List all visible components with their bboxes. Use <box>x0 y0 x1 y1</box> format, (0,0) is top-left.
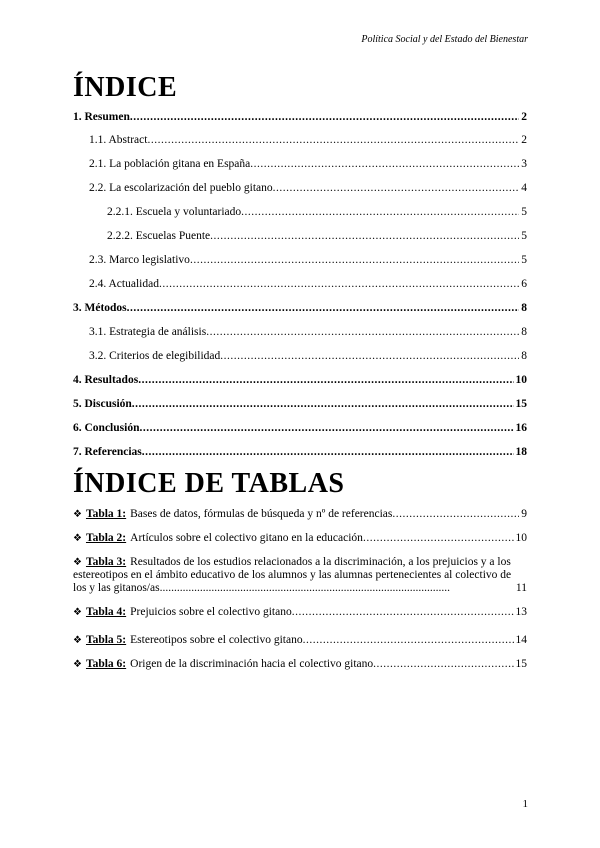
toc-entry-page: 5 <box>521 254 527 266</box>
toc-entry[interactable] <box>73 421 527 435</box>
toc-title: ÍNDICE <box>73 72 178 103</box>
diamond-bullet-icon: ❖ <box>73 533 82 544</box>
toc-entry-label: 2.2. La escolarización del pueblo gitano <box>89 182 273 194</box>
toc-entry[interactable] <box>73 325 527 339</box>
dot-leader <box>210 229 519 243</box>
diamond-bullet-icon: ❖ <box>73 557 82 568</box>
table-index-text: Origen de la discriminación hacia el colectivo gitano <box>130 658 374 670</box>
table-index-entry[interactable] <box>73 508 527 521</box>
toc-entry[interactable] <box>73 277 527 291</box>
toc-entry-page: 10 <box>515 374 527 386</box>
toc-entry[interactable] <box>73 181 527 195</box>
table-index-text: Prejuicios sobre el colectivo gitano <box>130 606 292 618</box>
dot-leader <box>373 658 513 671</box>
table-index-entry[interactable] <box>73 606 527 619</box>
toc-entry-label: 2.3. Marco legislativo <box>89 254 190 266</box>
toc-entry-label: 2.2.1. Escuela y voluntariado <box>107 206 242 218</box>
table-index-page: 9 <box>521 508 527 520</box>
dot-leader <box>273 181 520 195</box>
table-index-name: Tabla 2: <box>85 532 127 544</box>
diamond-bullet-icon: ❖ <box>73 659 82 670</box>
toc-entry-page: 2 <box>521 111 527 123</box>
toc-entry-label: 7. Referencias <box>73 446 142 458</box>
toc-entry[interactable] <box>73 253 527 267</box>
dot-leader <box>127 301 520 315</box>
table-index-entry[interactable] <box>73 556 527 595</box>
table-index-line <box>73 556 527 595</box>
toc-entry[interactable] <box>73 373 527 387</box>
running-header: Política Social y del Estado del Bienestar <box>361 34 528 45</box>
dot-leader <box>303 634 514 647</box>
dot-leader <box>142 445 514 459</box>
diamond-bullet-icon: ❖ <box>73 635 82 646</box>
table-index-text: Bases de datos, fórmulas de búsqueda y nº de referencias <box>130 508 393 520</box>
table-index-name: Tabla 6: <box>85 658 127 670</box>
dot-leader <box>132 397 514 411</box>
toc-entry[interactable] <box>73 229 527 243</box>
dot-leader <box>206 325 519 339</box>
dot-leader <box>292 606 514 619</box>
diamond-bullet-icon: ❖ <box>73 607 82 618</box>
table-index-name: Tabla 5: <box>85 634 127 646</box>
toc-entry[interactable] <box>73 301 527 315</box>
page-number: 1 <box>522 798 528 810</box>
dot-leader <box>220 349 519 363</box>
table-index-page: 14 <box>515 634 527 646</box>
toc-entry-label: 3.2. Criterios de elegibilidad <box>89 350 221 362</box>
dot-leader: ..................................................................................................... <box>159 582 450 594</box>
table-index-line <box>73 508 527 521</box>
table-index-line <box>73 658 527 671</box>
toc-entry[interactable] <box>73 397 527 411</box>
toc-entry-label: 2.2.2. Escuelas Puente <box>107 230 211 242</box>
table-index-entry[interactable] <box>73 634 527 647</box>
toc-entry[interactable] <box>73 157 527 171</box>
dot-leader <box>138 373 513 387</box>
dot-leader <box>250 157 519 171</box>
dot-leader <box>363 532 514 545</box>
dot-leader <box>190 253 519 267</box>
toc-entry-page: 2 <box>521 134 527 146</box>
toc-entry[interactable] <box>73 349 527 363</box>
table-index-text: Resultados de los estudios relacionados a la discriminación, a los prejuicios y a los estereotipos en el ámbito educativo de los alumnos y las alumnas pertenecientes al colectivo de los y las gitanos/as <box>73 556 512 594</box>
toc-entry-page: 6 <box>521 278 527 290</box>
toc-entry-page: 3 <box>521 158 527 170</box>
table-index-line <box>73 606 527 619</box>
toc-entry-page: 8 <box>521 326 527 338</box>
toc-entry[interactable] <box>73 445 527 459</box>
toc-entry-page: 5 <box>521 230 527 242</box>
toc-entry-label: 2.4. Actualidad <box>89 278 159 290</box>
toc-entry[interactable] <box>73 133 527 147</box>
toc-entry-label: 2.1. La población gitana en España <box>89 158 251 170</box>
toc-entry-page: 4 <box>521 182 527 194</box>
dot-leader <box>139 421 513 435</box>
toc-entry-page: 16 <box>515 422 527 434</box>
table-index-name: Tabla 3: <box>85 556 127 568</box>
toc-entry[interactable] <box>73 205 527 219</box>
toc-entry[interactable] <box>73 110 527 124</box>
toc-entry-label: 1.1. Abstract <box>89 134 148 146</box>
table-index-line <box>73 532 527 545</box>
toc-entry-label: 5. Discusión <box>73 398 132 410</box>
dot-leader <box>147 133 519 147</box>
dot-leader <box>159 277 519 291</box>
toc-entry-label: 4. Resultados <box>73 374 139 386</box>
toc-entry-page: 8 <box>521 350 527 362</box>
table-index-text: Estereotipos sobre el colectivo gitano <box>130 634 303 646</box>
table-index-page: 15 <box>515 658 527 670</box>
toc-entry-page: 8 <box>521 302 527 314</box>
table-index-entry[interactable] <box>73 532 527 545</box>
table-index-page: 13 <box>515 606 527 618</box>
toc-entry-label: 1. Resumen <box>73 111 130 123</box>
toc-entry-page: 15 <box>515 398 527 410</box>
diamond-bullet-icon: ❖ <box>73 509 82 520</box>
table-index-page: 10 <box>515 532 527 544</box>
table-index-line <box>73 634 527 647</box>
tables-index-title: ÍNDICE DE TABLAS <box>73 468 345 499</box>
dot-leader <box>392 508 519 521</box>
toc-entry-label: 3. Métodos <box>73 302 127 314</box>
toc-entry-page: 18 <box>515 446 527 458</box>
table-index-page: 11 <box>515 582 527 594</box>
toc-entry-label: 3.1. Estrategia de análisis <box>89 326 207 338</box>
toc-entry-label: 6. Conclusión <box>73 422 140 434</box>
dot-leader <box>241 205 519 219</box>
dot-leader <box>130 110 519 124</box>
table-index-entry[interactable] <box>73 658 527 671</box>
table-index-text: Artículos sobre el colectivo gitano en la educación <box>130 532 363 544</box>
toc-entry-page: 5 <box>521 206 527 218</box>
table-index-name: Tabla 4: <box>85 606 127 618</box>
table-index-name: Tabla 1: <box>85 508 127 520</box>
